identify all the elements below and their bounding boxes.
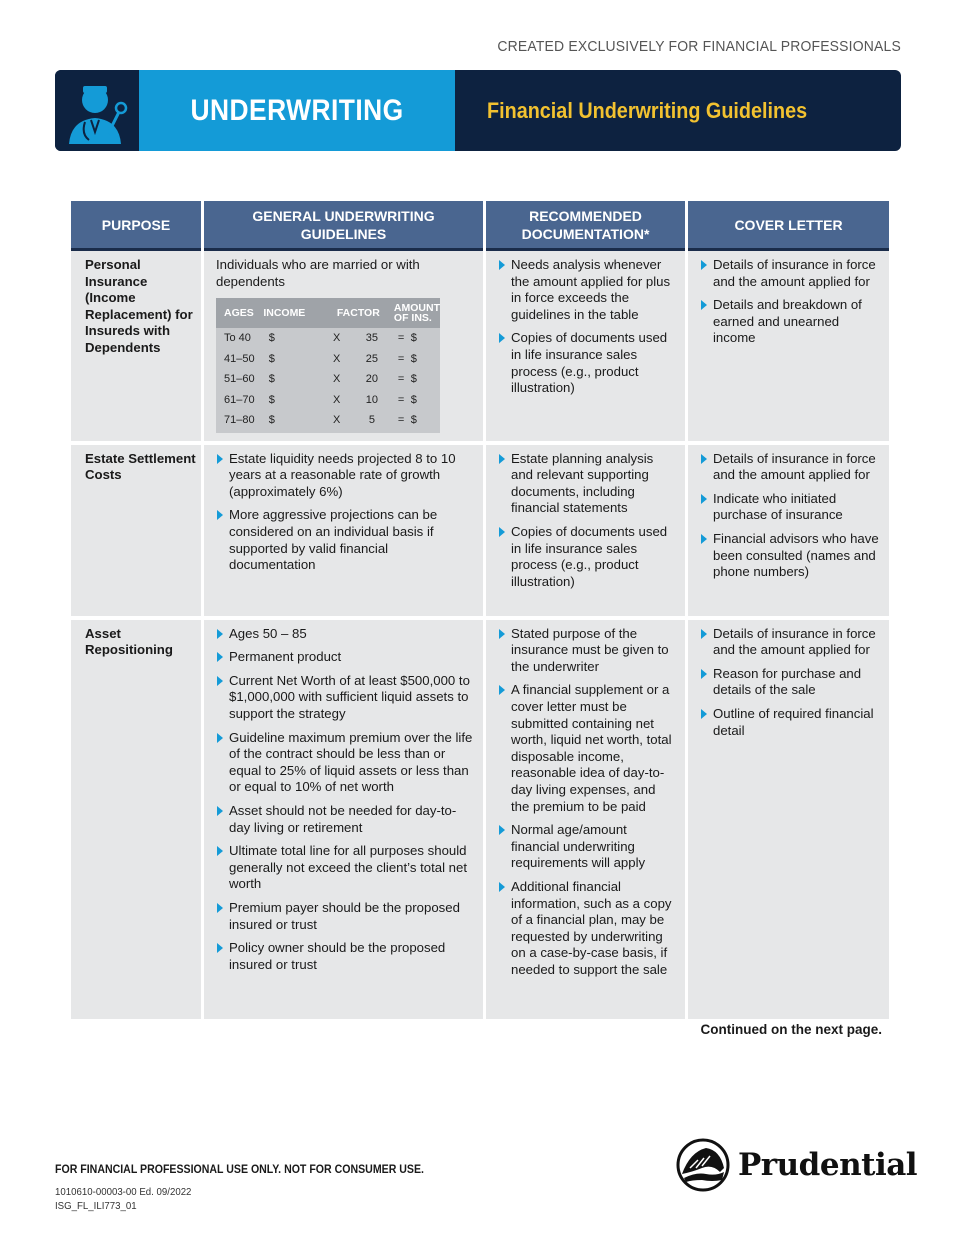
list-item: Copies of documents used in life insurance sales process (e.g., product illustration) [498, 524, 675, 590]
row-guidelines [204, 251, 483, 445]
list-item: Needs analysis whenever the amount applied for plus in force exceeds the guidelines in the table [498, 257, 675, 323]
footer-disclaimer: FOR FINANCIAL PROFESSIONAL USE ONLY. NOT FOR CONSUMER USE. [55, 1164, 424, 1176]
header-banner [55, 70, 901, 151]
top-note: CREATED EXCLUSIVELY FOR FINANCIAL PROFESSIONALS [497, 38, 901, 55]
list-item: Estate planning analysis and relevant supporting documents, including financial statements [498, 451, 675, 517]
list-item: Policy owner should be the proposed insured or trust [216, 940, 473, 973]
list-item: Financial advisors who have been consulted (names and phone numbers) [700, 531, 879, 581]
guidelines-table [68, 201, 892, 1023]
continued-note: Continued on the next page. [700, 1022, 882, 1037]
list-item: Outline of required financial detail [700, 706, 879, 739]
page-title: Financial Underwriting Guidelines [487, 97, 808, 123]
list-item: More aggressive projections can be considered on an individual basis if supported by valid financial documentation [216, 507, 473, 573]
row-cover-letter [688, 620, 889, 1023]
list-item: Copies of documents used in life insurance sales process (e.g., product illustration) [498, 330, 675, 396]
list-item: A financial supplement or a cover letter must be submitted containing net worth, liquid net worth, total disposable income, reasonable idea of day-to-day living expenses, and the premium to be paid [498, 682, 675, 815]
row-purpose: Estate Settlement Costs [71, 445, 201, 620]
factor-row: 71–80 $ X 5 = $ [224, 414, 417, 427]
footer-code: ISG_FL_ILI773_01 [55, 1200, 137, 1212]
row-guidelines [204, 445, 483, 620]
prudential-logo [676, 1138, 917, 1192]
table-row [71, 251, 889, 445]
col-purpose: PURPOSE [71, 201, 201, 251]
list-item: Asset should not be needed for day-to-day living or retirement [216, 803, 473, 836]
factor-row: 41–50 $ X 25 = $ [224, 352, 417, 365]
factor-table-header: AGES INCOME FACTOR AMOUNT OF INS. [216, 298, 440, 328]
doctor-icon [55, 70, 139, 151]
row-documentation [486, 445, 685, 620]
logo-text: Prudential [738, 1147, 918, 1183]
table-row [71, 445, 889, 620]
guidelines-intro: Individuals who are married or with dependents [216, 257, 420, 289]
list-item: Normal age/amount financial underwriting requirements will apply [498, 822, 675, 872]
col-cover-letter: COVER LETTER [688, 201, 889, 251]
factor-row: 51–60 $ X 20 = $ [224, 373, 417, 386]
income-factor-table [216, 298, 440, 433]
row-documentation [486, 620, 685, 1023]
list-item: Estate liquidity needs projected 8 to 10 years at a reasonable rate of growth (approximately 6%) [216, 451, 473, 501]
row-guidelines [204, 620, 483, 1023]
col-documentation: RECOMMENDED DOCUMENTATION* [486, 201, 685, 251]
list-item: Reason for purchase and details of the sale [700, 666, 879, 699]
row-cover-letter [688, 251, 889, 445]
list-item: Additional financial information, such as a copy of a financial plan, may be requested by underwriting on a case-by-case basis, if needed to support the sale [498, 879, 675, 979]
footer-code: 1010610-00003-00 Ed. 09/2022 [55, 1186, 192, 1198]
list-item: Permanent product [216, 649, 473, 666]
rock-icon [676, 1138, 730, 1192]
factor-row: 61–70 $ X 10 = $ [224, 393, 417, 406]
list-item: Ultimate total line for all purposes should generally not exceed the client’s total net worth [216, 843, 473, 893]
list-item: Stated purpose of the insurance must be given to the underwriter [498, 626, 675, 676]
list-item: Current Net Worth of at least $500,000 to $1,000,000 with sufficient liquid assets to support the strategy [216, 673, 473, 723]
list-item: Details of insurance in force and the amount applied for [700, 451, 879, 484]
row-cover-letter [688, 445, 889, 620]
factor-row: To 40 $ X 35 = $ [224, 332, 417, 345]
col-guidelines: GENERAL UNDERWRITING GUIDELINES [204, 201, 483, 251]
table-header-row [71, 201, 889, 251]
row-documentation [486, 251, 685, 445]
row-purpose: Asset Repositioning [71, 620, 201, 1023]
list-item: Ages 50 – 85 [216, 626, 473, 643]
section-label: UNDERWRITING [139, 70, 455, 151]
list-item: Indicate who initiated purchase of insurance [700, 491, 879, 524]
row-purpose: Personal Insurance (Income Replacement) for Insureds with Dependents [71, 251, 201, 445]
table-row [71, 620, 889, 1023]
list-item: Details of insurance in force and the amount applied for [700, 626, 879, 659]
list-item: Details and breakdown of earned and unearned income [700, 297, 879, 347]
list-item: Premium payer should be the proposed insured or trust [216, 900, 473, 933]
list-item: Details of insurance in force and the amount applied for [700, 257, 879, 290]
list-item: Guideline maximum premium over the life of the contract should be less than or equal to 25% of liquid assets or less than or equal to 10% of net worth [216, 730, 473, 796]
